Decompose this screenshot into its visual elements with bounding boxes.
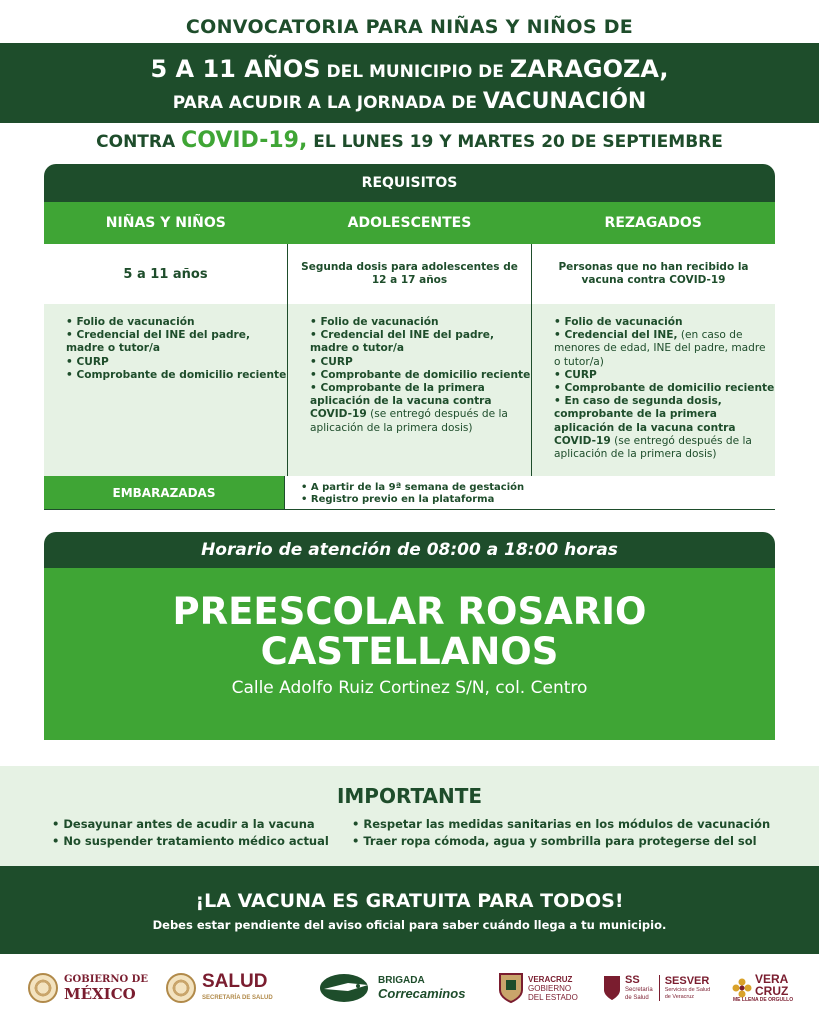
mexico-seal-icon	[28, 973, 58, 1003]
logo-text: Servicios de Salud de Veracruz	[664, 987, 711, 1000]
vacunacion-text: VACUNACIÓN	[482, 89, 647, 114]
logo-ss-sesver	[602, 968, 715, 1008]
column-rezagados: REZAGADOS	[604, 215, 702, 231]
important-section	[0, 766, 819, 866]
list-item-bold: • En caso de segunda dosis, comprobante de la primera aplicación de la vacuna contra COVID-19	[554, 395, 736, 447]
municipio-text: DEL MUNICIPIO DE	[320, 62, 510, 82]
list-item: • Traer ropa cómoda, agua y sombrilla para protegerse del sol	[352, 834, 757, 848]
list-rezagados	[531, 304, 775, 476]
logo-text: ME LLENA DE ORGULLO	[733, 996, 794, 1003]
list-item: • A partir de la 9ª semana de gestación	[301, 482, 525, 493]
requirements-lists	[44, 304, 775, 476]
embarazadas-list	[284, 476, 524, 509]
list-item: • CURP	[66, 355, 109, 368]
list-ninos	[44, 304, 287, 476]
ss-shield-icon	[602, 974, 622, 1002]
venue-name-line: CASTELLANOS	[260, 630, 559, 673]
logo-veracruz-orgullo	[732, 968, 793, 1008]
schedule-text: Horario de atención de 08:00 a 18:00 horas	[44, 532, 775, 568]
list-adolescentes	[287, 304, 531, 476]
logo-gobierno-mexico	[28, 968, 148, 1008]
title-line-2	[0, 55, 819, 83]
column-ninos: NIÑAS Y NIÑOS	[105, 215, 226, 231]
title-line-3	[0, 89, 819, 114]
list-item-note: (se entregó después de la aplicación de la primera dosis)	[310, 408, 508, 434]
important-list-right	[352, 816, 770, 850]
subtitle-adolescentes: Segunda dosis para adolescentes de 12 a 17 años	[287, 244, 531, 304]
list-item: • Desayunar antes de acudir a la vacuna	[52, 817, 315, 831]
list-item: • Registro previo en la plataforma	[301, 493, 495, 505]
roadrunner-icon	[318, 971, 374, 1005]
list-item: • Credencial del INE del padre, madre o tutor/a	[66, 329, 250, 355]
notice-text: Debes estar pendiente del aviso oficial para saber cuándo llega a tu municipio.	[152, 918, 667, 932]
logo-veracruz-gobierno	[498, 968, 578, 1008]
list-item: • Folio de vacunación	[554, 316, 683, 328]
requirements-title: REQUISITOS	[44, 164, 775, 202]
list-item-bold: • Credencial del INE,	[554, 329, 678, 342]
list-item-note: (en caso de menores de edad, INE del padre, madre o tutor/a)	[554, 329, 766, 368]
list-item-bold: • Comprobante de la primera aplicación de la vacuna contra COVID-19	[310, 382, 492, 421]
veracruz-flower-icon	[732, 978, 752, 998]
requirements-table	[44, 164, 775, 510]
location-box	[44, 532, 775, 740]
logos-row	[0, 960, 819, 1016]
venue-name	[44, 568, 775, 672]
important-list-left	[52, 816, 329, 850]
logo-text: VERACRUZ	[528, 974, 573, 984]
mexico-seal-icon	[166, 973, 196, 1003]
list-item: • Comprobante de domicilio reciente	[66, 368, 287, 381]
municipality-name: ZARAGOZA,	[509, 55, 669, 83]
logo-text: GOBIERNO DE	[64, 974, 148, 985]
logo-text: Secretaría	[625, 987, 653, 993]
list-item: • Folio de vacunación	[310, 316, 439, 328]
list-item: • Folio de vacunación	[66, 316, 195, 328]
important-title: IMPORTANTE	[336, 784, 483, 808]
list-item: • Comprobante de domicilio reciente	[310, 368, 531, 381]
age-range-text: 5 A 11 AÑOS	[150, 55, 321, 83]
logo-text: SESVER	[664, 975, 710, 987]
covid-text: COVID-19,	[181, 128, 308, 153]
title-line-4	[0, 128, 819, 153]
list-item: • CURP	[554, 368, 597, 381]
embarazadas-row	[44, 476, 775, 510]
list-item-note: (se entregó después de la aplicación de la primera dosis)	[554, 434, 752, 461]
logo-text: VERA	[755, 971, 789, 986]
logo-text: SALUD	[202, 971, 268, 992]
list-item	[554, 329, 775, 369]
subtitle-ninos: 5 a 11 años	[123, 266, 208, 282]
title-band	[0, 43, 819, 123]
logo-text: de Salud	[625, 995, 649, 1001]
logo-text: SECRETARÍA DE SALUD	[202, 995, 273, 1001]
venue-name-line: PREESCOLAR ROSARIO	[172, 590, 647, 633]
logo-text: GOBIERNO	[528, 983, 572, 993]
list-item: • Comprobante de domicilio reciente	[554, 382, 775, 395]
logo-salud	[166, 968, 273, 1008]
column-adolescentes: ADOLESCENTES	[347, 215, 472, 231]
dates-text: EL LUNES 19 Y MARTES 20 DE SEPTIEMBRE	[307, 132, 723, 152]
logo-brigada-correcaminos	[318, 968, 465, 1008]
list-item: • CURP	[310, 355, 353, 368]
logo-text: MÉXICO	[64, 985, 136, 1003]
veracruz-shield-icon	[498, 972, 524, 1004]
list-item: • Credencial del INE del padre, madre o tutor/a	[310, 329, 494, 355]
logo-text: SS	[625, 974, 640, 986]
contra-text: CONTRA	[96, 132, 182, 152]
embarazadas-label: EMBARAZADAS	[44, 476, 284, 509]
logo-text: DEL ESTADO	[528, 992, 578, 1002]
logo-text: Correcaminos	[378, 986, 466, 1001]
requirements-subtitles	[44, 244, 775, 304]
list-item: • No suspender tratamiento médico actual	[52, 834, 329, 848]
list-item: • Respetar las medidas sanitarias en los módulos de vacunación	[352, 817, 771, 831]
subtitle-rezagados: Personas que no han recibido la vacuna contra COVID-19	[531, 244, 775, 304]
logo-text: CRUZ	[755, 983, 789, 998]
free-vaccine-text: ¡LA VACUNA ES GRATUITA PARA TODOS!	[195, 890, 624, 912]
location-body	[44, 568, 775, 740]
venue-address: Calle Adolfo Ruiz Cortinez S/N, col. Centro	[231, 678, 588, 698]
logo-text: BRIGADA	[378, 975, 425, 986]
list-item	[310, 382, 531, 435]
list-item	[554, 395, 775, 461]
title-line-1: CONVOCATORIA PARA NIÑAS Y NIÑOS DE	[185, 16, 634, 38]
jornada-text: PARA ACUDIR A LA JORNADA DE	[172, 93, 483, 113]
requirements-columns	[44, 202, 775, 244]
free-vaccine-banner	[0, 866, 819, 954]
